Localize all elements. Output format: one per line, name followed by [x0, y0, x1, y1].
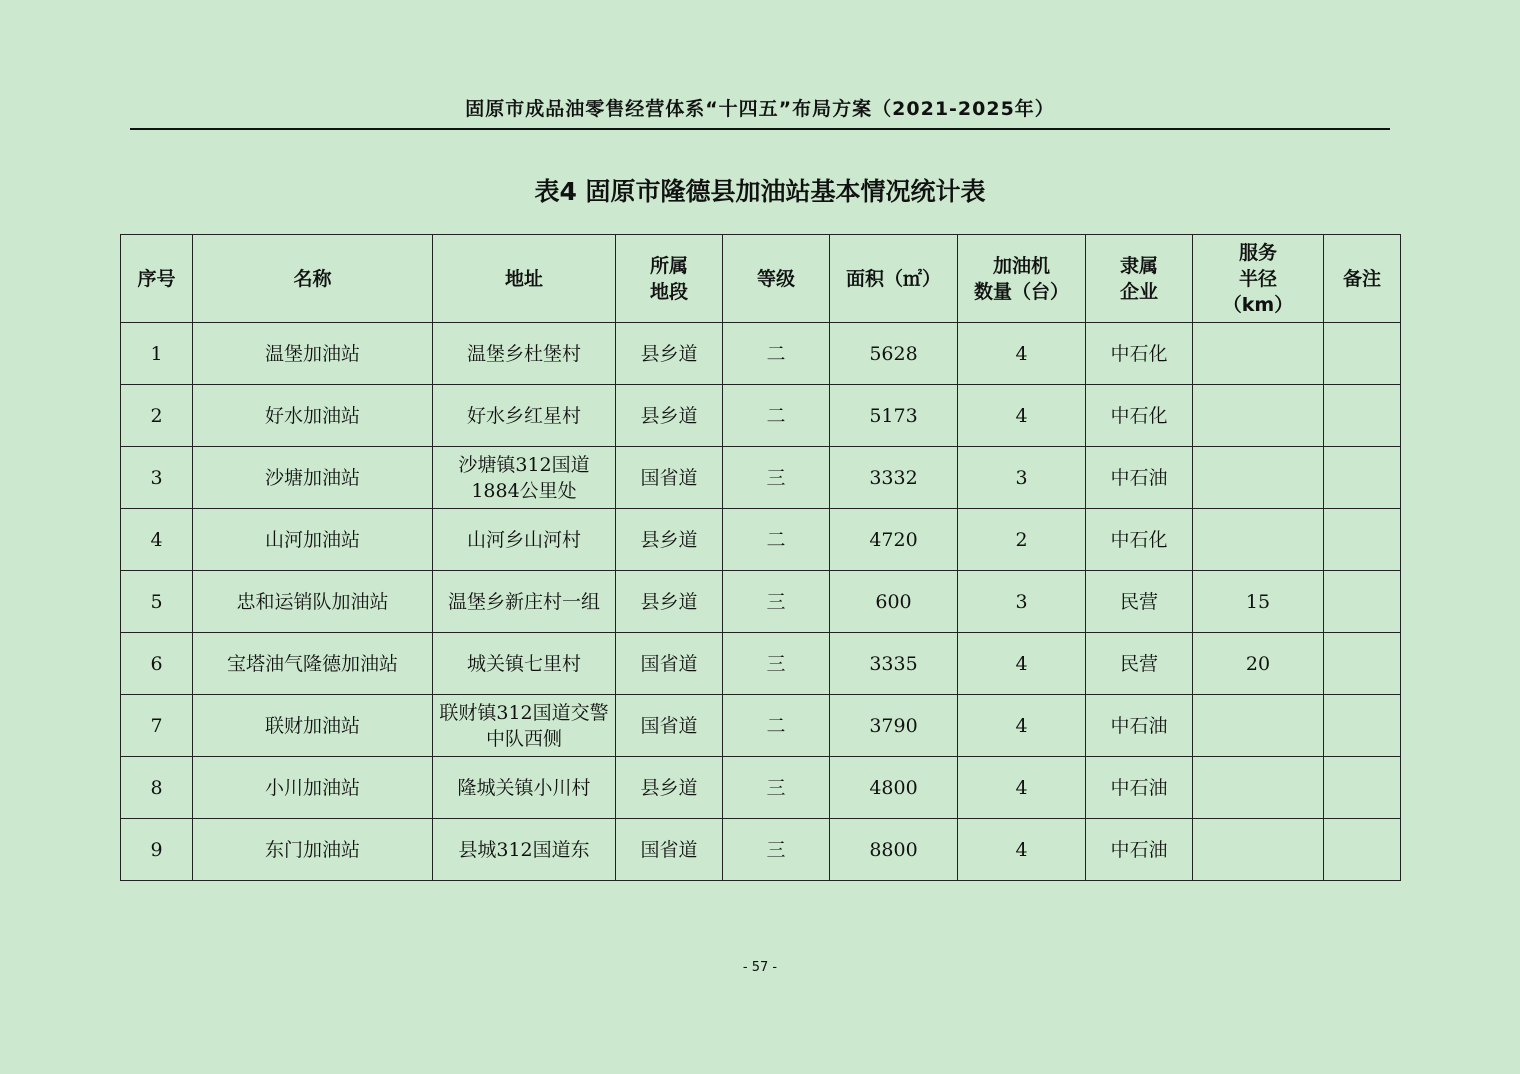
header-index: 序号	[121, 235, 193, 323]
cell-name: 宝塔油气隆德加油站	[193, 633, 433, 695]
cell-section: 国省道	[616, 633, 723, 695]
cell-area: 3790	[830, 695, 958, 757]
cell-remarks	[1324, 509, 1401, 571]
cell-address: 县城312国道东	[433, 819, 616, 881]
header-road-section-line2: 地段	[649, 280, 688, 303]
cell-section: 县乡道	[616, 757, 723, 819]
cell-pumps: 4	[958, 385, 1086, 447]
cell-grade: 三	[723, 819, 830, 881]
cell-section: 县乡道	[616, 323, 723, 385]
cell-area: 4720	[830, 509, 958, 571]
table-row	[121, 447, 1401, 509]
table-row	[121, 633, 1401, 695]
cell-area: 4800	[830, 757, 958, 819]
cell-name: 好水加油站	[193, 385, 433, 447]
cell-remarks	[1324, 323, 1401, 385]
table-row	[121, 509, 1401, 571]
gas-station-table	[120, 234, 1401, 881]
cell-index: 3	[121, 447, 193, 509]
header-divider	[130, 128, 1390, 130]
cell-address: 沙塘镇312国道1884公里处	[433, 447, 616, 509]
cell-radius	[1193, 509, 1324, 571]
cell-address: 城关镇七里村	[433, 633, 616, 695]
header-address: 地址	[433, 235, 616, 323]
cell-radius	[1193, 695, 1324, 757]
cell-remarks	[1324, 695, 1401, 757]
table-title: 表4 固原市隆德县加油站基本情况统计表	[534, 177, 986, 206]
cell-remarks	[1324, 447, 1401, 509]
cell-radius: 20	[1193, 633, 1324, 695]
header-pumps	[958, 235, 1086, 323]
cell-area: 600	[830, 571, 958, 633]
cell-index: 4	[121, 509, 193, 571]
cell-pumps: 4	[958, 695, 1086, 757]
cell-radius	[1193, 757, 1324, 819]
cell-remarks	[1324, 571, 1401, 633]
cell-section: 县乡道	[616, 385, 723, 447]
cell-owner: 中石化	[1086, 509, 1193, 571]
cell-index: 5	[121, 571, 193, 633]
header-owner-line2: 企业	[1119, 280, 1158, 303]
table-row	[121, 323, 1401, 385]
cell-pumps: 4	[958, 819, 1086, 881]
header-radius-line2: 半径	[1238, 267, 1277, 290]
cell-area: 5628	[830, 323, 958, 385]
cell-section: 国省道	[616, 695, 723, 757]
cell-name: 东门加油站	[193, 819, 433, 881]
cell-area: 8800	[830, 819, 958, 881]
cell-remarks	[1324, 385, 1401, 447]
cell-section: 国省道	[616, 447, 723, 509]
header-road-section-line1: 所属	[649, 254, 688, 277]
cell-pumps: 2	[958, 509, 1086, 571]
header-road-section	[616, 235, 723, 323]
table-row	[121, 571, 1401, 633]
cell-address: 好水乡红星村	[433, 385, 616, 447]
cell-grade: 二	[723, 323, 830, 385]
cell-pumps: 3	[958, 571, 1086, 633]
cell-owner: 中石化	[1086, 385, 1193, 447]
cell-remarks	[1324, 757, 1401, 819]
header-pumps-line2: 数量（台）	[973, 280, 1069, 303]
cell-owner: 中石油	[1086, 447, 1193, 509]
cell-radius	[1193, 819, 1324, 881]
cell-name: 山河加油站	[193, 509, 433, 571]
header-pumps-line1: 加油机	[992, 254, 1050, 277]
cell-grade: 三	[723, 757, 830, 819]
cell-name: 小川加油站	[193, 757, 433, 819]
cell-index: 1	[121, 323, 193, 385]
running-header: 固原市成品油零售经营体系“十四五”布局方案（2021-2025年）	[465, 98, 1055, 120]
cell-owner: 民营	[1086, 571, 1193, 633]
cell-address: 隆城关镇小川村	[433, 757, 616, 819]
cell-radius	[1193, 447, 1324, 509]
cell-index: 7	[121, 695, 193, 757]
cell-pumps: 4	[958, 323, 1086, 385]
header-remarks: 备注	[1324, 235, 1401, 323]
header-owner	[1086, 235, 1193, 323]
cell-area: 3332	[830, 447, 958, 509]
cell-name: 联财加油站	[193, 695, 433, 757]
cell-radius	[1193, 385, 1324, 447]
cell-radius: 15	[1193, 571, 1324, 633]
cell-section: 县乡道	[616, 509, 723, 571]
header-grade: 等级	[723, 235, 830, 323]
cell-section: 国省道	[616, 819, 723, 881]
cell-index: 6	[121, 633, 193, 695]
cell-remarks	[1324, 633, 1401, 695]
cell-pumps: 4	[958, 633, 1086, 695]
cell-grade: 二	[723, 695, 830, 757]
cell-remarks	[1324, 819, 1401, 881]
cell-index: 8	[121, 757, 193, 819]
table-row	[121, 819, 1401, 881]
table-row	[121, 695, 1401, 757]
header-area: 面积（㎡）	[830, 235, 958, 323]
cell-owner: 民营	[1086, 633, 1193, 695]
cell-name: 忠和运销队加油站	[193, 571, 433, 633]
cell-grade: 二	[723, 509, 830, 571]
cell-address: 联财镇312国道交警中队西侧	[433, 695, 616, 757]
cell-address: 山河乡山河村	[433, 509, 616, 571]
cell-grade: 三	[723, 633, 830, 695]
cell-owner: 中石化	[1086, 323, 1193, 385]
cell-index: 9	[121, 819, 193, 881]
cell-section: 县乡道	[616, 571, 723, 633]
cell-pumps: 3	[958, 447, 1086, 509]
cell-grade: 三	[723, 447, 830, 509]
table-row	[121, 385, 1401, 447]
cell-grade: 二	[723, 385, 830, 447]
page-number: - 57 -	[742, 960, 778, 975]
table-header-row	[121, 235, 1401, 323]
cell-name: 沙塘加油站	[193, 447, 433, 509]
cell-owner: 中石油	[1086, 819, 1193, 881]
cell-radius	[1193, 323, 1324, 385]
header-name: 名称	[193, 235, 433, 323]
cell-owner: 中石油	[1086, 695, 1193, 757]
cell-address: 温堡乡杜堡村	[433, 323, 616, 385]
cell-area: 3335	[830, 633, 958, 695]
header-radius-line1: 服务	[1238, 241, 1277, 264]
cell-pumps: 4	[958, 757, 1086, 819]
cell-grade: 三	[723, 571, 830, 633]
cell-owner: 中石油	[1086, 757, 1193, 819]
cell-name: 温堡加油站	[193, 323, 433, 385]
table-row	[121, 757, 1401, 819]
header-owner-line1: 隶属	[1119, 254, 1158, 277]
cell-address: 温堡乡新庄村一组	[433, 571, 616, 633]
header-radius	[1193, 235, 1324, 323]
cell-index: 2	[121, 385, 193, 447]
cell-area: 5173	[830, 385, 958, 447]
header-radius-line3: （km）	[1222, 293, 1294, 316]
